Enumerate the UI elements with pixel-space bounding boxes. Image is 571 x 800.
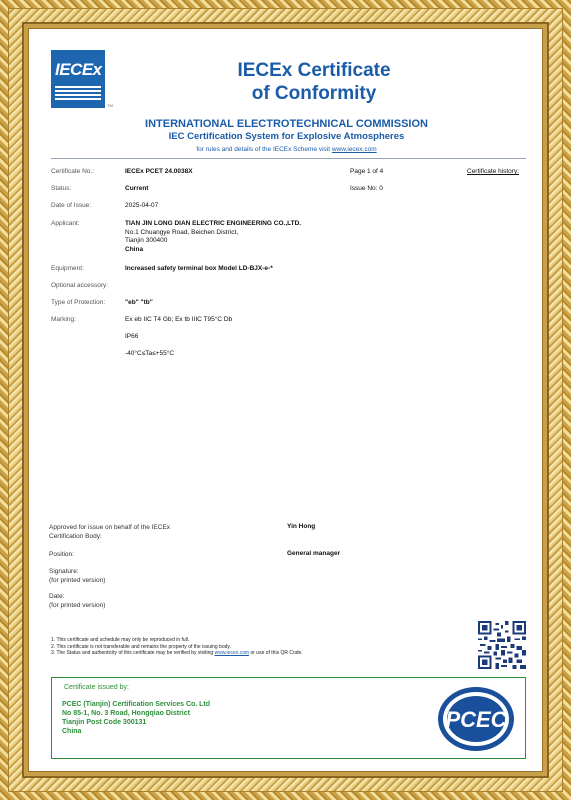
note-3-prefix: 3. The Status and authenticity of this certificate may be verified by visiting [51, 650, 214, 656]
pcec-logo [436, 684, 516, 754]
approved-label-line-2: Certification Body: [49, 533, 102, 540]
issued-by-label: Certificate issued by: [64, 684, 129, 691]
note-3 [51, 650, 303, 657]
logo-lines-icon [55, 86, 101, 102]
header-divider [51, 158, 526, 159]
status-value: Current [125, 185, 149, 192]
logo-trademark: TM [107, 103, 113, 108]
certificate-history-link[interactable]: Certificate history: [467, 168, 520, 175]
issuer-address-2: Tianjin Post Code 300131 [62, 719, 147, 726]
marking-line-2: IP66 [125, 333, 139, 340]
applicant-label: Applicant: [51, 220, 80, 227]
issue-no: Issue No: 0 [350, 185, 383, 192]
marking-label: Marking: [51, 316, 76, 323]
rules-link[interactable]: www.iecex.com [331, 146, 377, 153]
position-value: General manager [287, 550, 341, 557]
certificate-title [179, 59, 449, 105]
issuer-address-1: No 85-1, No. 3 Road, Hongqiao District [62, 710, 190, 717]
issuer-details [62, 700, 210, 736]
title-line-1: IECEx Certificate [237, 60, 391, 81]
system-name: IEC Certification System for Explosive Atmospheres [168, 131, 405, 142]
certificate-notes [51, 637, 303, 657]
signature-label-line-1: Signature: [49, 568, 79, 575]
rules-note [29, 146, 544, 153]
marking-line-3: -40°C≤Ta≤+55°C [125, 350, 175, 357]
note-1: 1. This certificate and schedule may only be reproduced in full. [51, 637, 190, 643]
optional-accessory-label: Optional accessory: [51, 282, 109, 289]
approver-name: Yin Hong [287, 523, 316, 530]
pcec-logo-text: PCEC [445, 707, 507, 732]
issuer-box [51, 677, 526, 759]
approved-label [49, 523, 170, 541]
status-label: Status: [51, 185, 72, 192]
date-of-issue: 2025-04-07 [125, 202, 159, 209]
protection-value: "eb" "tb" [125, 299, 153, 306]
organization-name: INTERNATIONAL ELECTROTECHNICAL COMMISSION [145, 118, 428, 130]
certificate-page [28, 28, 543, 772]
applicant-address-2: Tianjin 300400 [125, 237, 168, 244]
applicant-country: China [125, 245, 144, 253]
qr-code-icon[interactable] [478, 621, 526, 669]
approval-date-label-line-1: Date: [49, 593, 65, 600]
note-3-link[interactable]: www.iecex.com [214, 650, 250, 656]
issuer-country: China [62, 728, 82, 735]
applicant-name: TIAN JIN LONG DIAN ELECTRIC ENGINEERING CO.,LTD. [125, 220, 302, 227]
date-of-issue-label: Date of Issue: [51, 202, 92, 209]
applicant-block [125, 220, 301, 254]
signature-label-line-2: (for printed version) [49, 577, 106, 584]
equipment-label: Equipment: [51, 265, 84, 272]
signature-label [49, 567, 105, 585]
rules-prefix: for rules and details of the IECEx Scheme visit [196, 146, 331, 153]
issuer-name: PCEC (Tianjin) Certification Services Co. Ltd [62, 701, 211, 708]
title-line-2: of Conformity [251, 83, 377, 104]
note-3-suffix: or use of this QR Code. [250, 650, 303, 656]
marking-line-1: Ex eb IIC T4 Gb; Ex tb IIIC T95°C Db [125, 316, 233, 323]
protection-label: Type of Protection: [51, 299, 106, 306]
logo-text: IECEx [55, 60, 102, 79]
note-2: 2. This certificate is not transferable and remains the property of the issuing body. [51, 643, 231, 650]
applicant-address-1: No.1 Chuangye Road, Beichen District, [125, 228, 239, 236]
position-label: Position: [49, 551, 74, 558]
approval-date-label [49, 592, 105, 610]
approval-date-label-line-2: (for printed version) [49, 602, 106, 609]
iecex-logo [51, 50, 105, 108]
certificate-no-label: Certificate No.: [51, 168, 94, 175]
certificate-no: IECEx PCET 24.0038X [125, 168, 193, 175]
equipment-value: Increased safety terminal box Model LD-BJX-e-* [125, 265, 273, 272]
page-indicator: Page 1 of 4 [350, 168, 384, 175]
approved-label-line-1: Approved for issue on behalf of the IECEx [49, 524, 171, 531]
